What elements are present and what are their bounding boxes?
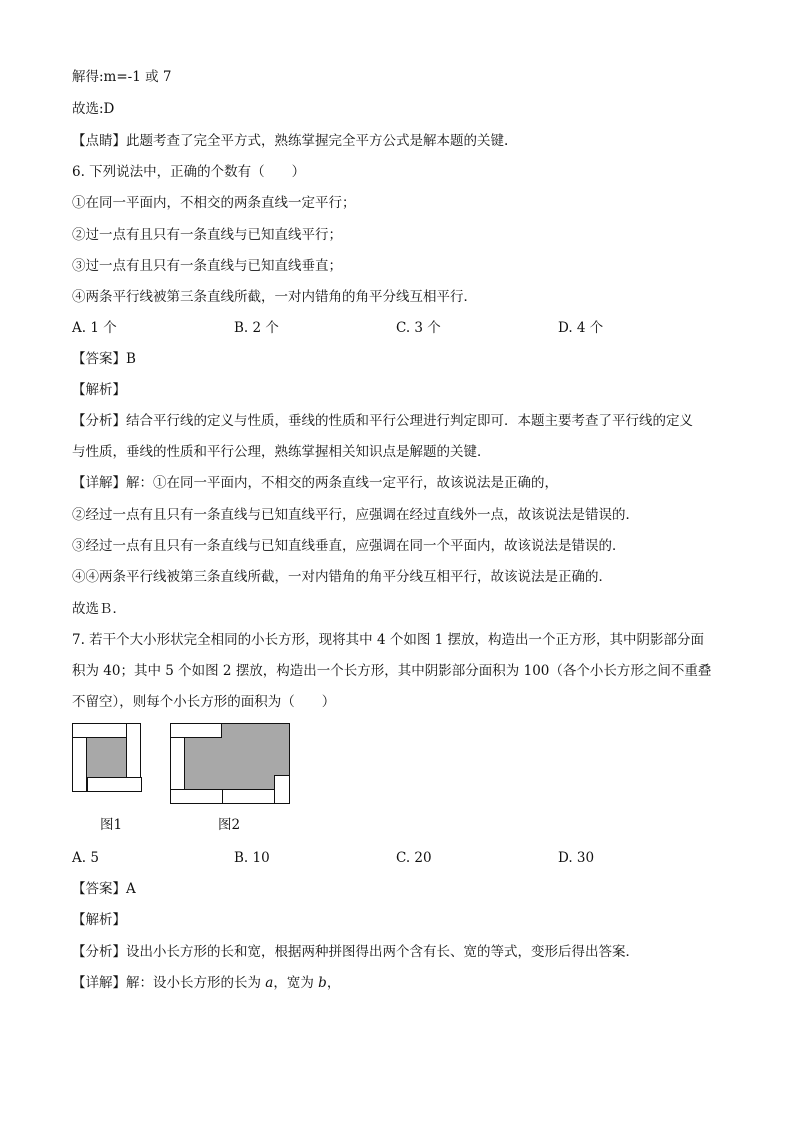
option-c: C. 20 [396, 850, 432, 866]
statement-4: ④两条平行线被第三条直线所截，一对内错角的角平分线互相平行． [72, 289, 477, 305]
small-rectangle [73, 738, 87, 792]
analysis-line: 【分析】结合平行线的定义与性质，垂线的性质和平行公理进行判定即可．本题主要考查了平行线的定义 [72, 413, 693, 429]
figure-2-caption: 图2 [218, 817, 241, 833]
detail-text: ， [326, 975, 341, 991]
question-6-stem: 6. 下列说法中，正确的个数有（ ） [72, 164, 306, 180]
variable-b: b [318, 975, 327, 991]
analysis-heading: 【解析】 [72, 382, 126, 398]
option-d: D. 4 个 [558, 320, 604, 336]
statement-2: ②过一点有且只有一条直线与已知直线平行； [72, 227, 342, 243]
analysis-heading: 【解析】 [72, 912, 126, 928]
detail-line: ③经过一点有且只有一条直线与已知直线垂直，应强调在同一个平面内，故该说法是错误的． [72, 538, 626, 554]
statement-1: ①在同一平面内，不相交的两条直线一定平行； [72, 195, 356, 211]
answer-label: 【答案】B [72, 351, 136, 367]
question-7-stem: 不留空），则每个小长方形的面积为（ ） [72, 694, 336, 710]
comment-line: 【点睛】此题考查了完全平方式，熟练掌握完全平方公式是解本题的关键. [72, 133, 509, 149]
option-b: B. 2 个 [234, 320, 279, 336]
shaded-square [87, 738, 127, 778]
answer-label: 【答案】A [72, 881, 136, 897]
detail-line: 故选Ｂ． [72, 601, 126, 617]
small-rectangle [171, 738, 185, 790]
figure-1-caption: 图1 [100, 817, 123, 833]
statement-3: ③过一点有且只有一条直线与已知直线垂直； [72, 258, 342, 274]
small-rectangle [88, 778, 142, 792]
detail-line: ④④两条平行线被第三条直线所截，一对内错角的角平分线互相平行，故该说法是正确的． [72, 569, 612, 585]
variable-a: a [265, 975, 274, 991]
choice-line: 故选:D [72, 101, 115, 117]
option-c: C. 3 个 [396, 320, 441, 336]
detail-line: 【详解】解：①在同一平面内，不相交的两条直线一定平行，故该说法是正确的， [72, 475, 558, 491]
option-b: B. 10 [234, 850, 270, 866]
detail-text: 【详解】解：设小长方形的长为 [72, 975, 266, 991]
detail-line: ②经过一点有且只有一条直线与已知直线平行，应强调在经过直线外一点，故该说法是错误的． [72, 507, 639, 523]
analysis-line: 【分析】设出小长方形的长和宽，根据两种拼图得出两个含有长、宽的等式，变形后得出答案． [72, 944, 639, 960]
detail-text: ，宽为 [273, 975, 319, 991]
option-d: D. 30 [558, 850, 595, 866]
figure-1-diagram [72, 723, 142, 793]
small-rectangle [275, 776, 290, 804]
small-rectangle [223, 790, 275, 804]
figure-2-diagram [170, 723, 292, 805]
analysis-line: 与性质，垂线的性质和平行公理，熟练掌握相关知识点是解题的关键． [72, 444, 491, 460]
question-7-stem: 积为 40；其中 5 个如图 2 摆放，构造出一个长方形，其中阴影部分面积为 100（各个小长方形之间不重叠 [72, 663, 712, 679]
small-rectangle [73, 724, 127, 738]
question-7-stem: 7. 若干个大小形状完全相同的小长方形，现将其中 4 个如图 1 摆放，构造出一个正方形，其中阴影部分面 [72, 632, 705, 648]
small-rectangle [171, 724, 222, 738]
solution-line: 解得:m=-1 或 7 [72, 69, 172, 85]
small-rectangle [127, 724, 141, 778]
option-a: A. 1 个 [72, 320, 117, 336]
small-rectangle [171, 790, 223, 804]
detail-line [72, 974, 340, 992]
option-a: A. 5 [72, 850, 99, 866]
